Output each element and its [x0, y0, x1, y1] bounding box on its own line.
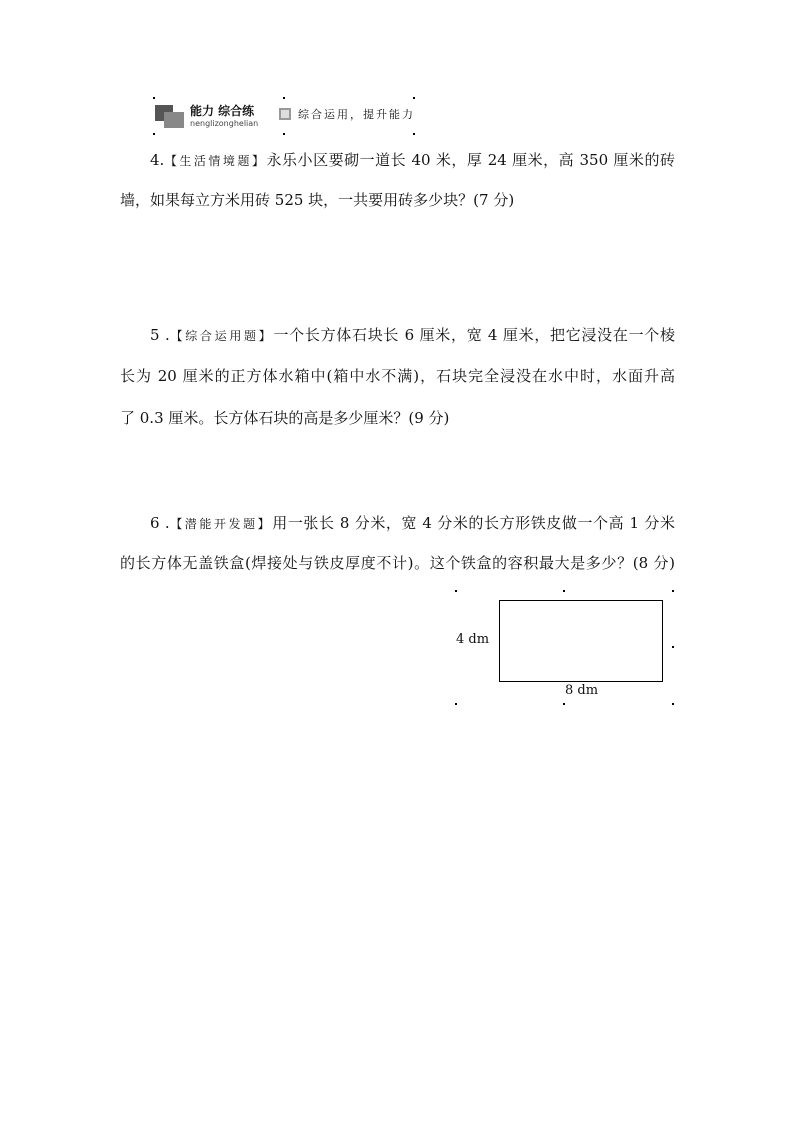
question-text: 用一张长 8 分米，宽 4 分米的长方形铁皮做一个高 1 分米 — [272, 514, 675, 532]
question-6-line-1 — [150, 513, 675, 533]
anchor-dot — [283, 133, 285, 135]
anchor-dot — [153, 97, 155, 99]
question-5-line-1 — [150, 325, 675, 345]
question-6-line-2: 的长方体无盖铁盒(焊接处与铁皮厚度不计)。这个铁盒的容积最大是多少？(8 分) — [120, 554, 675, 572]
question-4-line-1 — [150, 150, 675, 170]
section-header — [150, 100, 415, 132]
anchor-dot — [413, 133, 415, 135]
question-5-line-3: 了 0.3 厘米。长方体石块的高是多少厘米？(9 分) — [120, 409, 450, 427]
iron-sheet-rectangle — [499, 600, 663, 682]
question-4-line-2: 墙，如果每立方米用砖 525 块，一共要用砖多少块？(7 分) — [120, 191, 515, 209]
anchor-dot — [153, 133, 155, 135]
question-tag: 【潜能开发题】 — [169, 517, 273, 531]
anchor-dot — [563, 590, 565, 592]
section-pinyin: nenglizonghelian — [190, 119, 259, 128]
section-subtitle: 综合运用，提升能力 — [298, 108, 415, 121]
anchor-dot — [283, 97, 285, 99]
anchor-dot — [672, 703, 674, 705]
width-label: 8 dm — [565, 683, 599, 698]
question-5-line-2: 长为 20 厘米的正方体水箱中(箱中水不满)，石块完全浸没在水中时，水面升高 — [120, 367, 675, 385]
anchor-dot — [413, 97, 415, 99]
question-tag: 【生活情境题】 — [164, 154, 267, 168]
question-number: 6 . — [150, 514, 170, 532]
question-text: 一个长方体石块长 6 厘米，宽 4 厘米，把它浸没在一个棱 — [273, 326, 675, 344]
section-title: 能力 综合练 — [190, 104, 255, 118]
header-logo-icon-shadow — [164, 112, 184, 128]
question-tag: 【综合运用题】 — [169, 329, 274, 343]
question-number: 4. — [150, 151, 165, 169]
anchor-dot — [455, 703, 457, 705]
height-label: 4 dm — [456, 632, 490, 647]
anchor-dot — [455, 590, 457, 592]
anchor-dot — [563, 703, 565, 705]
question-number: 5 . — [150, 326, 170, 344]
anchor-dot — [672, 646, 674, 648]
square-bullet-icon — [279, 108, 291, 120]
question-text: 永乐小区要砌一道长 40 米，厚 24 厘米，高 350 厘米的砖 — [266, 151, 675, 169]
anchor-dot — [672, 590, 674, 592]
